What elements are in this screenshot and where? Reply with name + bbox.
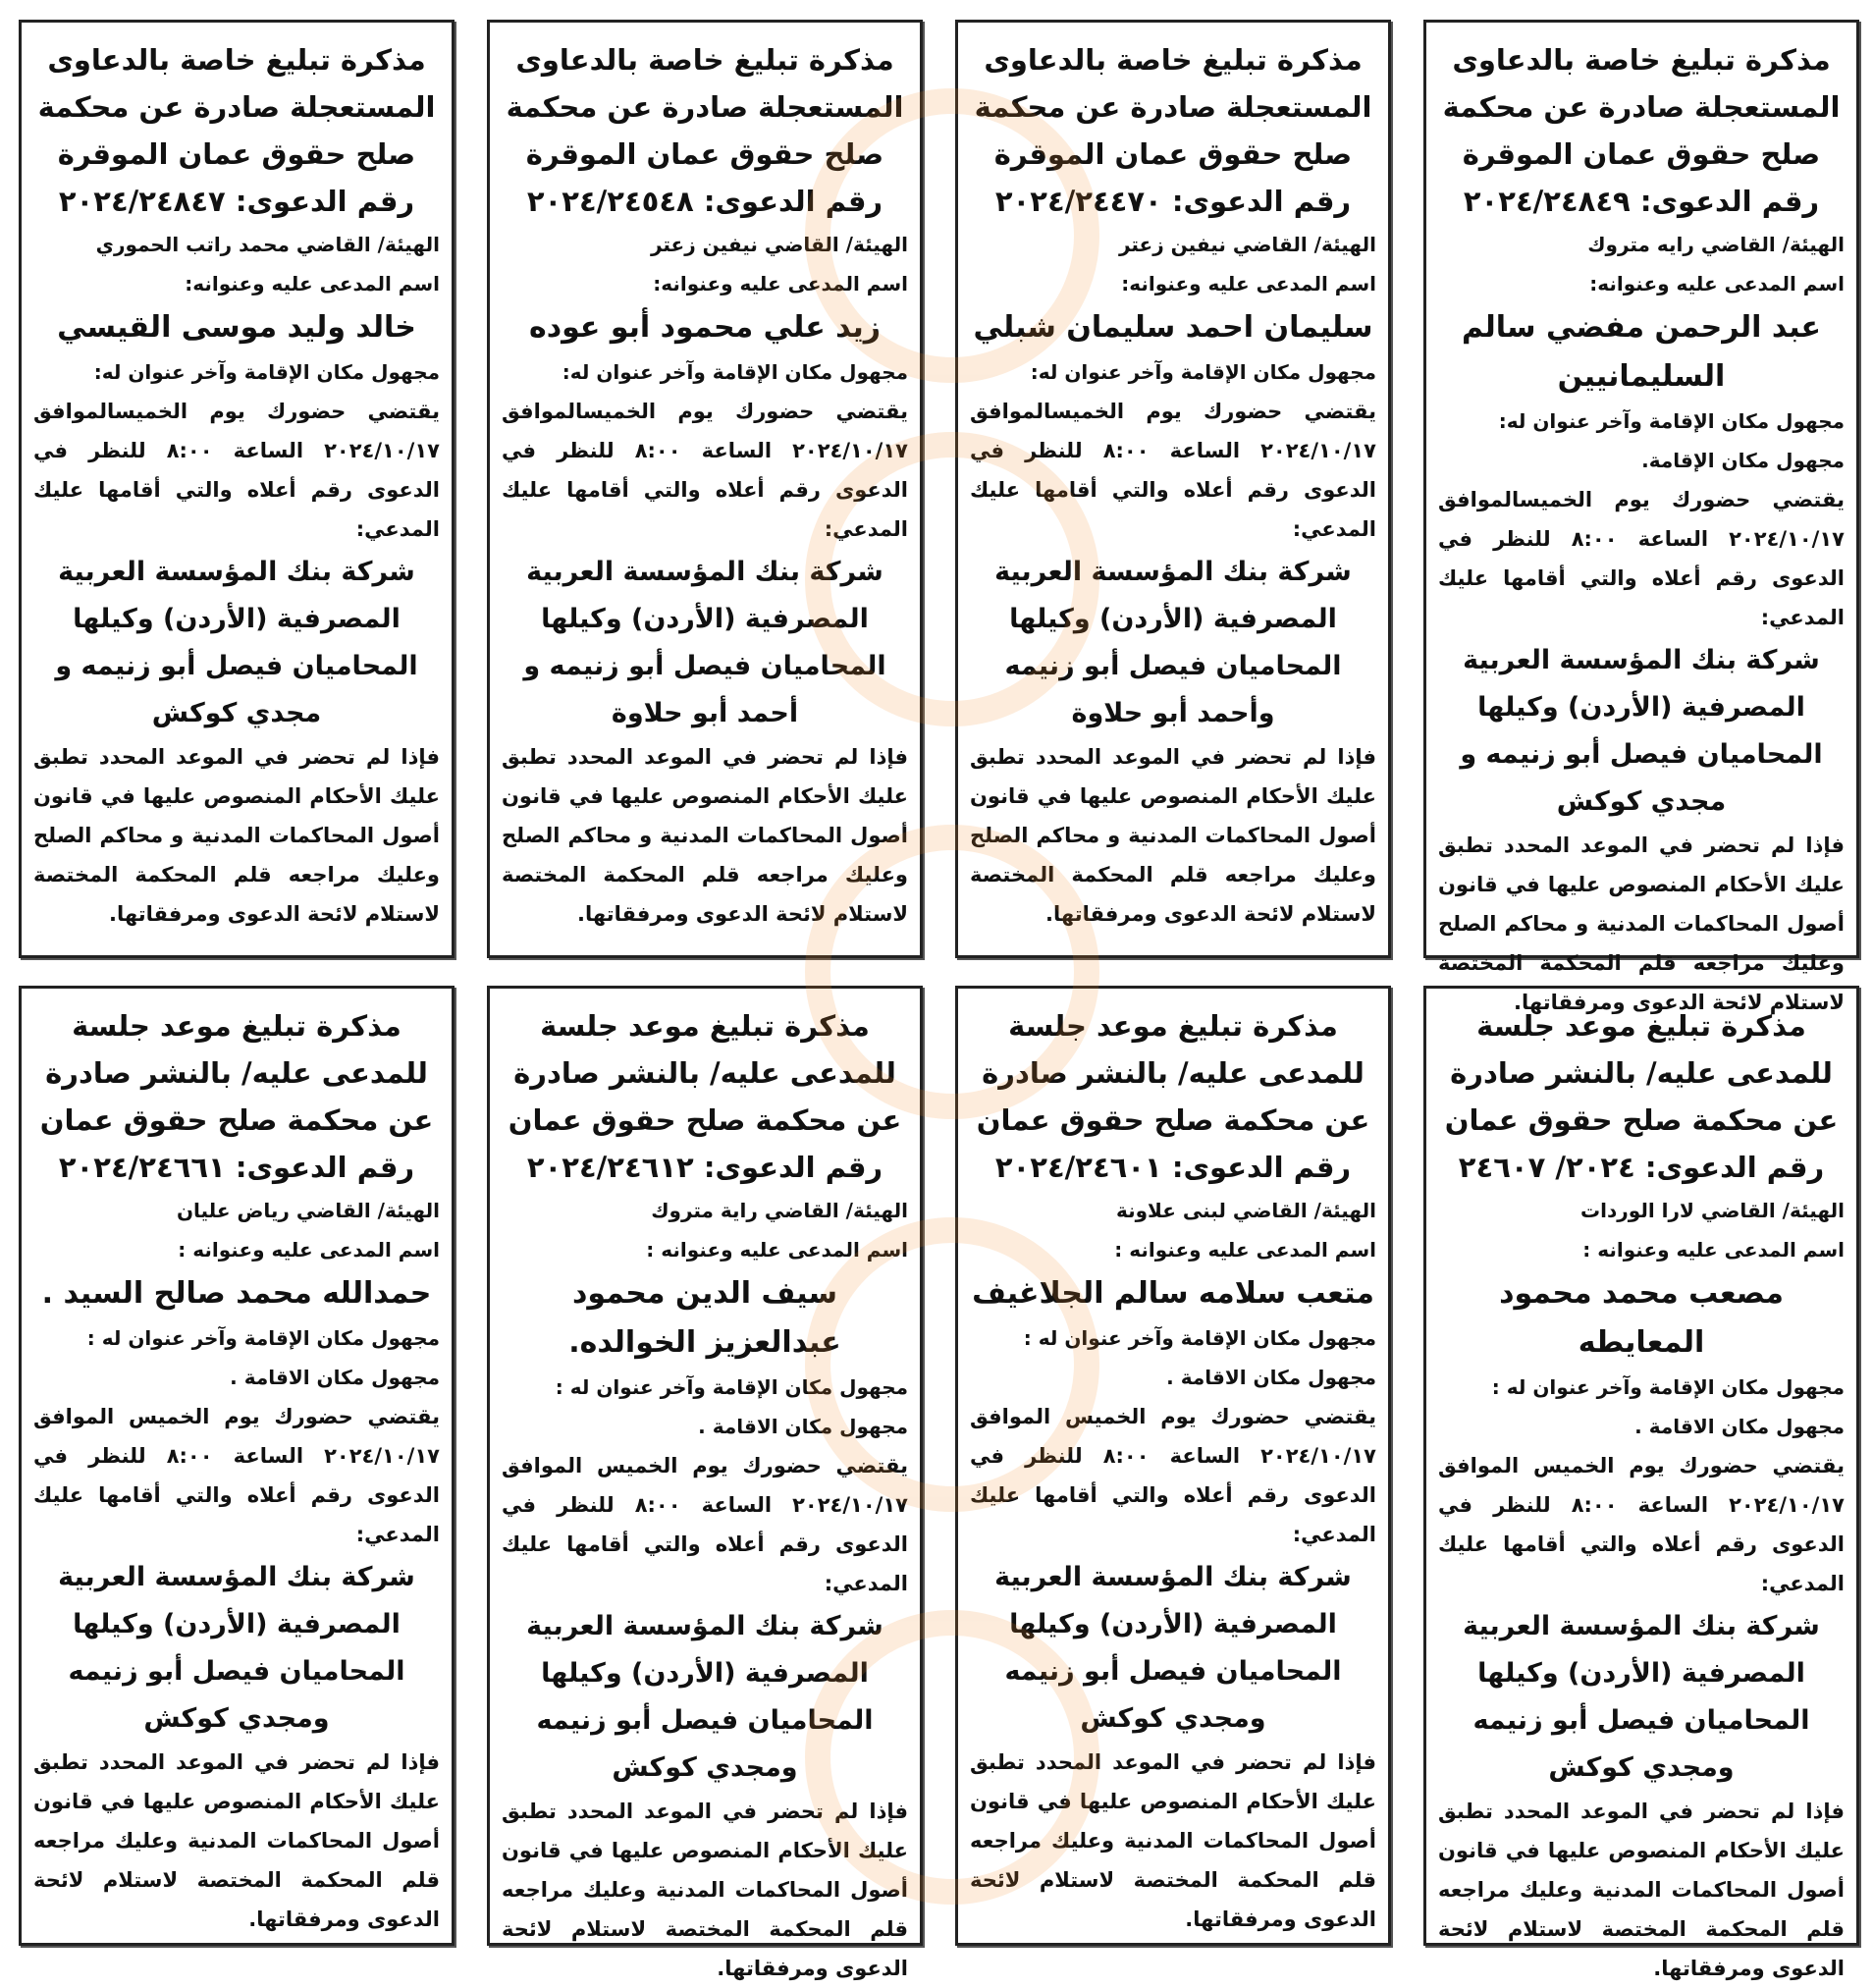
- plaintiff-name: شركة بنك المؤسسة العربية المصرفية (الأردن) وكيلها المحاميان فيصل أبو زنيمه ومجدي كوكش: [58, 1562, 415, 1734]
- case-number: رقم الدعوى: ٢٠٢٤/ ٢٤٦٠٧: [1458, 1151, 1825, 1184]
- panel-judge: الهيئة/ القاضي محمد راتب الحموري: [95, 233, 440, 256]
- warning-text: فإذا لم تحضر في الموعد المحدد تطبق عليك الأحكام المنصوص عليها في قانون أصول المحاكمات المدنية وعليك مراجعه قلم المحكمة المختصة لاستلام لائحة الدعوى ومرفقاتها.: [970, 1750, 1376, 1931]
- warning-text: فإذا لم تحضر في الموعد المحدد تطبق عليك الأحكام المنصوص عليها في قانون أصول المحاكمات المدنية وعليك مراجعه قلم المحكمة المختصة لاستلام لائحة الدعوى ومرفقاتها.: [1438, 1800, 1845, 1980]
- panel-judge: الهيئة/ القاضي نيفين زعتر: [1118, 233, 1376, 256]
- defendant-name: خالد وليد موسى القيسي: [57, 310, 416, 345]
- address-line: مجهول مكان الإقامة وآخر عنوان له :: [1491, 1375, 1845, 1399]
- address-line: مجهول مكان الاقامة .: [230, 1366, 440, 1389]
- summons-text: يقتضي حضورك يوم الخميسالموافق ٢٠٢٤/١٠/١٧ الساعة ٨:٠٠ للنظر في الدعوى رقم أعلاه والتي أقامها عليك المدعي:: [33, 400, 440, 541]
- summons-text: يقتضي حضورك يوم الخميس الموافق ٢٠٢٤/١٠/١٧ الساعة ٨:٠٠ للنظر في الدعوى رقم أعلاه والتي أقامها عليك المدعي:: [1438, 1454, 1845, 1595]
- address-line: مجهول مكان الإقامة وآخر عنوان له:: [562, 360, 908, 384]
- summons-text: يقتضي حضورك يوم الخميس الموافق ٢٠٢٤/١٠/١٧ الساعة ٨:٠٠ للنظر في الدعوى رقم أعلاه والتي أقامها عليك المدعي:: [502, 1454, 908, 1595]
- warning-text: فإذا لم تحضر في الموعد المحدد تطبق عليك الأحكام المنصوص عليها في قانون أصول المحاكمات المدنية وعليك مراجعه قلم المحكمة المختصة لاستلام لائحة الدعوى ومرفقاتها.: [502, 1800, 908, 1980]
- summons-text: يقتضي حضورك يوم الخميسالموافق ٢٠٢٤/١٠/١٧ الساعة ٨:٠٠ للنظر في الدعوى رقم أعلاه والتي أقامها عليك المدعي:: [502, 400, 908, 541]
- panel-judge: الهيئة/ القاضي رياض عليان: [176, 1199, 440, 1222]
- defendant-name: سيف الدين محمود عبدالعزيز الخوالده.: [568, 1276, 841, 1360]
- defendant-label: اسم المدعى عليه وعنوانه:: [1121, 272, 1376, 296]
- address-line: مجهول مكان الإقامة وآخر عنوان له:: [1498, 409, 1845, 433]
- case-number: رقم الدعوى: ٢٠٢٤/٢٤٨٤٩: [1463, 185, 1820, 218]
- warning-text: فإذا لم تحضر في الموعد المحدد تطبق عليك الأحكام المنصوص عليها في قانون أصول المحاكمات المدنية و محاكم الصلح وعليك مراجعه قلم المحكمة المختصة لاستلام لائحة الدعوى ومرفقاتها.: [970, 745, 1376, 926]
- notice-heading: مذكرة تبليغ موعد جلسة للمدعى عليه/ بالنشر صادرة عن محكمة صلح حقوق عمان: [39, 1009, 434, 1137]
- panel-judge: الهيئة/ القاضي لبنى علاونة: [1115, 1199, 1376, 1222]
- court-notice: [955, 986, 1391, 1946]
- address-line: مجهول مكان الإقامة وآخر عنوان له :: [86, 1326, 440, 1350]
- address-line: مجهول مكان الإقامة وآخر عنوان له :: [555, 1375, 908, 1399]
- notice-heading: مذكرة تبليغ خاصة بالدعاوى المستعجلة صادرة عن محكمة صلح حقوق عمان الموقرة: [37, 43, 436, 171]
- defendant-name: زيد علي محمود أبو عوده: [528, 310, 881, 345]
- case-number: رقم الدعوى: ٢٠٢٤/٢٤٦٦١: [58, 1151, 415, 1184]
- notice-heading: مذكرة تبليغ موعد جلسة للمدعى عليه/ بالنشر صادرة عن محكمة صلح حقوق عمان: [1444, 1009, 1839, 1137]
- notice-heading: مذكرة تبليغ خاصة بالدعاوى المستعجلة صادرة عن محكمة صلح حقوق عمان الموقرة: [1442, 43, 1841, 171]
- defendant-label: اسم المدعى عليه وعنوانه :: [646, 1238, 908, 1262]
- case-number: رقم الدعوى: ٢٠٢٤/٢٤٦١٢: [526, 1151, 883, 1184]
- address-line: مجهول مكان الاقامة .: [698, 1415, 908, 1438]
- notice-heading: مذكرة تبليغ موعد جلسة للمدعى عليه/ بالنشر صادرة عن محكمة صلح حقوق عمان: [976, 1009, 1370, 1137]
- summons-text: يقتضي حضورك يوم الخميس الموافق ٢٠٢٤/١٠/١٧ الساعة ٨:٠٠ للنظر في الدعوى رقم أعلاه والتي أقامها عليك المدعي:: [33, 1405, 440, 1546]
- plaintiff-name: شركة بنك المؤسسة العربية المصرفية (الأردن) وكيلها المحاميان فيصل أبو زنيمه و أحمد أبو حلاوة: [523, 557, 886, 728]
- panel-judge: الهيئة/ القاضي راية متروك: [651, 1199, 908, 1222]
- case-number: رقم الدعوى: ٢٠٢٤/٢٤٤٧٠: [994, 185, 1352, 218]
- notice-heading: مذكرة تبليغ خاصة بالدعاوى المستعجلة صادرة عن محكمة صلح حقوق عمان الموقرة: [506, 43, 904, 171]
- plaintiff-name: شركة بنك المؤسسة العربية المصرفية (الأردن) وكيلها المحاميان فيصل أبو زنيمه ومجدي كوكش: [526, 1611, 883, 1783]
- address-line: مجهول مكان الاقامة .: [1166, 1366, 1376, 1389]
- plaintiff-name: شركة بنك المؤسسة العربية المصرفية (الأردن) وكيلها المحاميان فيصل أبو زنيمه و مجدي كوكش: [55, 557, 418, 728]
- defendant-name: سليمان احمد سليمان شبلي: [973, 310, 1373, 345]
- case-number: رقم الدعوى: ٢٠٢٤/٢٤٥٤٨: [526, 185, 883, 218]
- notices-grid: [18, 20, 1859, 1980]
- plaintiff-name: شركة بنك المؤسسة العربية المصرفية (الأردن) وكيلها المحاميان فيصل أبو زنيمه ومجدي كوكش: [1463, 1611, 1820, 1783]
- court-notice: [955, 20, 1391, 958]
- address-line: مجهول مكان الإقامة وآخر عنوان له:: [93, 360, 440, 384]
- panel-judge: الهيئة/ القاضي نيفين زعتر: [650, 233, 908, 256]
- defendant-name: حمدالله محمد صالح السيد .: [41, 1276, 432, 1311]
- summons-text: يقتضي حضورك يوم الخميسالموافق ٢٠٢٤/١٠/١٧ الساعة ٨:٠٠ للنظر في الدعوى رقم أعلاه والتي أقامها عليك المدعي:: [970, 400, 1376, 541]
- defendant-label: اسم المدعى عليه وعنوانه:: [653, 272, 908, 296]
- defendant-name: عبد الرحمن مفضي سالم السليمانيين: [1462, 310, 1821, 394]
- case-number: رقم الدعوى: ٢٠٢٤/٢٤٨٤٧: [58, 185, 415, 218]
- warning-text: فإذا لم تحضر في الموعد المحدد تطبق عليك الأحكام المنصوص عليها في قانون أصول المحاكمات المدنية و محاكم الصلح وعليك مراجعه قلم المحكمة المختصة لاستلام لائحة الدعوى ومرفقاتها.: [1438, 833, 1845, 1014]
- plaintiff-name: شركة بنك المؤسسة العربية المصرفية (الأردن) وكيلها المحاميان فيصل أبو زنيمه و مجدي كوكش: [1460, 645, 1823, 817]
- panel-judge: الهيئة/ القاضي رايه متروك: [1587, 233, 1845, 256]
- court-notice: [487, 986, 923, 1980]
- address-line: مجهول مكان الاقامة .: [1634, 1415, 1845, 1438]
- panel-judge: الهيئة/ القاضي لارا الوردات: [1580, 1199, 1845, 1222]
- warning-text: فإذا لم تحضر في الموعد المحدد تطبق عليك الأحكام المنصوص عليها في قانون أصول المحاكمات المدنية و محاكم الصلح وعليك مراجعه قلم المحكمة المختصة لاستلام لائحة الدعوى ومرفقاتها.: [33, 745, 440, 926]
- defendant-label: اسم المدعى عليه وعنوانه:: [1589, 272, 1845, 296]
- address-line: مجهول مكان الإقامة وآخر عنوان له :: [1023, 1326, 1376, 1350]
- notice-heading: مذكرة تبليغ خاصة بالدعاوى المستعجلة صادرة عن محكمة صلح حقوق عمان الموقرة: [974, 43, 1372, 171]
- defendant-label: اسم المدعى عليه وعنوانه :: [1114, 1238, 1376, 1262]
- plaintiff-name: شركة بنك المؤسسة العربية المصرفية (الأردن) وكيلها المحاميان فيصل أبو زنيمه وأحمد أبو حلاوة: [994, 557, 1352, 728]
- court-notice: [19, 986, 455, 1946]
- address-line: مجهول مكان الإقامة.: [1641, 449, 1845, 472]
- notice-heading: مذكرة تبليغ موعد جلسة للمدعى عليه/ بالنشر صادرة عن محكمة صلح حقوق عمان: [508, 1009, 902, 1137]
- defendant-name: متعب سلامه سالم الجلاغيف: [972, 1276, 1374, 1311]
- defendant-name: مصعب محمد محمود المعايطه: [1499, 1276, 1784, 1360]
- plaintiff-name: شركة بنك المؤسسة العربية المصرفية (الأردن) وكيلها المحاميان فيصل أبو زنيمه ومجدي كوكش: [994, 1562, 1352, 1734]
- defendant-label: اسم المدعى عليه وعنوانه :: [178, 1238, 440, 1262]
- defendant-label: اسم المدعى عليه وعنوانه :: [1582, 1238, 1845, 1262]
- warning-text: فإذا لم تحضر في الموعد المحدد تطبق عليك الأحكام المنصوص عليها في قانون أصول المحاكمات المدنية و محاكم الصلح وعليك مراجعه قلم المحكمة المختصة لاستلام لائحة الدعوى ومرفقاتها.: [502, 745, 908, 926]
- court-notice: [1423, 986, 1859, 1980]
- court-notice: [1423, 20, 1859, 1014]
- defendant-label: اسم المدعى عليه وعنوانه:: [185, 272, 440, 296]
- summons-text: يقتضي حضورك يوم الخميس الموافق ٢٠٢٤/١٠/١٧ الساعة ٨:٠٠ للنظر في الدعوى رقم أعلاه والتي أقامها عليك المدعي:: [970, 1405, 1376, 1546]
- address-line: مجهول مكان الإقامة وآخر عنوان له:: [1030, 360, 1376, 384]
- court-notice: [19, 20, 455, 958]
- court-notice: [487, 20, 923, 958]
- warning-text: فإذا لم تحضر في الموعد المحدد تطبق عليك الأحكام المنصوص عليها في قانون أصول المحاكمات المدنية وعليك مراجعه قلم المحكمة المختصة لاستلام لائحة الدعوى ومرفقاتها.: [33, 1750, 440, 1931]
- summons-text: يقتضي حضورك يوم الخميسالموافق ٢٠٢٤/١٠/١٧ الساعة ٨:٠٠ للنظر في الدعوى رقم أعلاه والتي أقامها عليك المدعي:: [1438, 488, 1845, 629]
- case-number: رقم الدعوى: ٢٠٢٤/٢٤٦٠١: [994, 1151, 1352, 1184]
